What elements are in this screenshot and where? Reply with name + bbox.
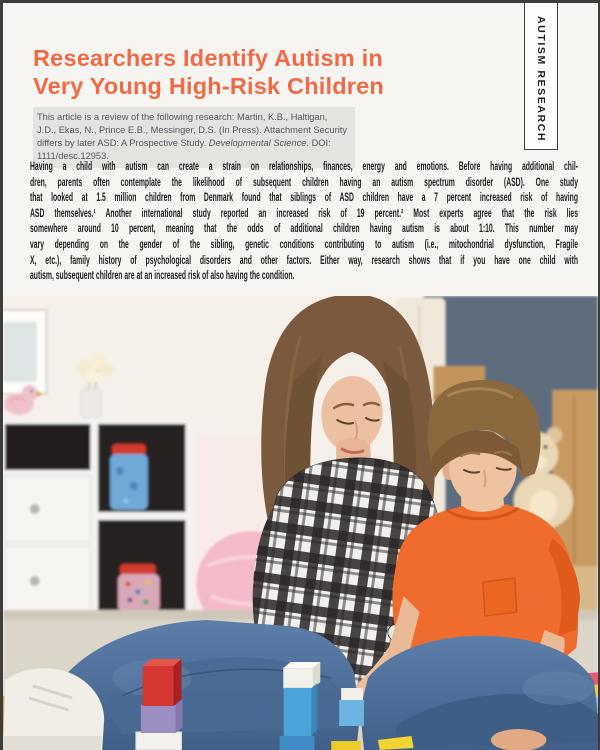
toy-cabinet <box>3 418 193 632</box>
citation-journal: Developmental Science <box>208 138 307 148</box>
body-line: vary depending on the gender of the sibling, genetic conditions contributing to autism (i.e., mitochondrial dysfunction, Fragile <box>30 237 578 251</box>
tab-label: AUTISM RESEARCH <box>535 16 547 143</box>
article-body-lines <box>30 159 578 284</box>
body-line: that looked at 1.5 million children from Denmark found that siblings of ASD children have a 7 percent increased risk of having <box>30 191 578 205</box>
body-line: dren, parents often contemplate the likelihood of subsequent children having an autism spectrum disorder (ASD). One study <box>30 175 578 189</box>
article-title <box>33 45 384 100</box>
photo-mother-son-blocks <box>3 296 598 750</box>
body-line: X, etc.), family history of psychological disorders and other factors. Either way, research shows that if you have one child with <box>30 253 578 267</box>
autism-research-tab <box>524 3 558 150</box>
title-line-2: Very Young High-Risk Children <box>33 72 384 99</box>
title-line-1: Researchers Identify Autism in <box>33 45 383 71</box>
citation-doi: . DOI: 1111/desc.12953. <box>37 138 331 161</box>
body-line: ASD themselves.¹ Another international study reported an increased risk of 19 percent.² Most experts agree that the risk lies <box>30 206 578 220</box>
citation-text: This article is a review of the following research: Martin, K.B., Haltigan, J.D., Ekas, N., Prince E.B., Messinger, D.S. (In Press). Attachment Security differs by later ASD: A Prospective Study. <box>37 112 347 148</box>
article-body <box>30 159 578 287</box>
body-line: Having a child with autism can create a strain on relationships, finances, energy and emotions. Before having additional chil- <box>30 160 578 173</box>
body-line: autism, subsequent children are at an increased risk of also having the condition. <box>30 269 295 283</box>
body-line: somewhere around 10 percent, meaning that the odds of additional children having autism is about 1:10. This number may <box>30 222 578 236</box>
